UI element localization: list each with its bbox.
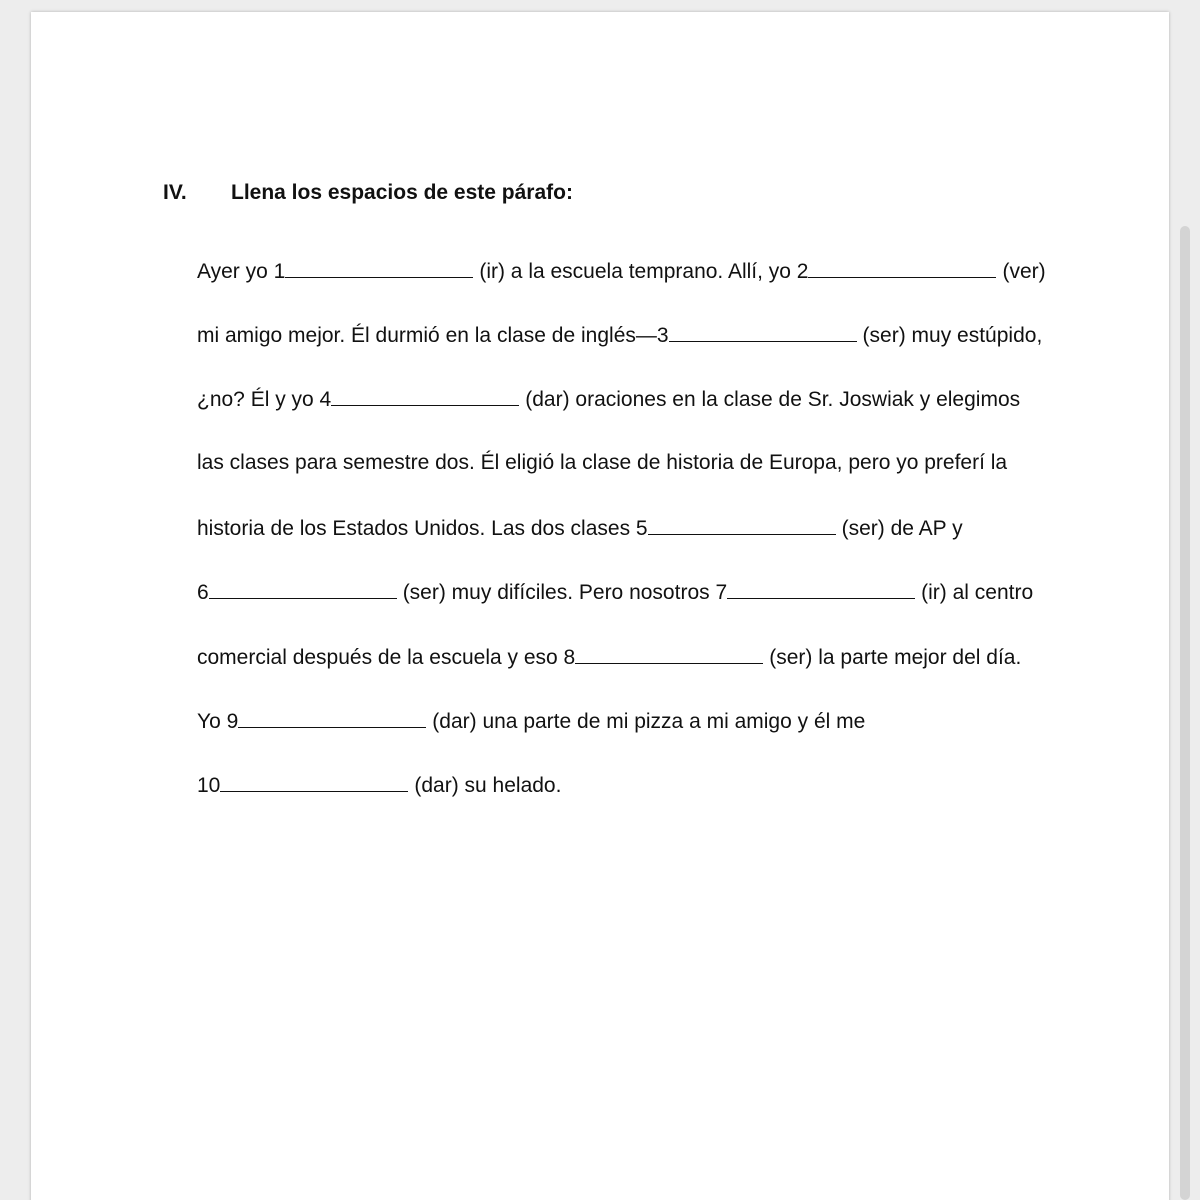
blank-4[interactable] — [331, 387, 519, 406]
blank-8[interactable] — [575, 645, 763, 664]
blank-9[interactable] — [238, 709, 426, 728]
blank-3[interactable] — [669, 323, 857, 342]
exercise-line-5: historia de los Estados Unidos. Las dos clases 5 (ser) de AP y — [197, 517, 963, 540]
vertical-scrollbar[interactable] — [1180, 226, 1190, 1200]
blank-2[interactable] — [808, 259, 996, 278]
exercise-line-2: mi amigo mejor. Él durmió en la clase de inglés—3 (ser) muy estúpido, — [197, 324, 1043, 347]
exercise-line-7: comercial después de la escuela y eso 8 (ser) la parte mejor del día. — [197, 646, 1022, 669]
blank-7[interactable] — [727, 580, 915, 599]
exercise-line-8: Yo 9 (dar) una parte de mi pizza a mi amigo y él me — [197, 710, 866, 733]
blank-10[interactable] — [220, 773, 408, 792]
blank-6[interactable] — [209, 580, 397, 599]
exercise-line-1: Ayer yo 1 (ir) a la escuela temprano. Allí, yo 2 (ver) — [197, 260, 1046, 283]
section-title: Llena los espacios de este párafo: — [231, 181, 573, 204]
exercise-line-3: ¿no? Él y yo 4 (dar) oraciones en la clase de Sr. Joswiak y elegimos — [197, 388, 1021, 411]
exercise-line-6: 6 (ser) muy difíciles. Pero nosotros 7 (ir) al centro — [197, 581, 1034, 604]
section-number: IV. — [163, 181, 187, 204]
blank-1[interactable] — [285, 259, 473, 278]
blank-5[interactable] — [648, 516, 836, 535]
exercise-line-4: las clases para semestre dos. Él eligió la clase de historia de Europa, pero yo preferí la — [197, 451, 1008, 474]
exercise-line-9: 10 (dar) su helado. — [197, 774, 562, 797]
section-heading — [163, 181, 573, 205]
